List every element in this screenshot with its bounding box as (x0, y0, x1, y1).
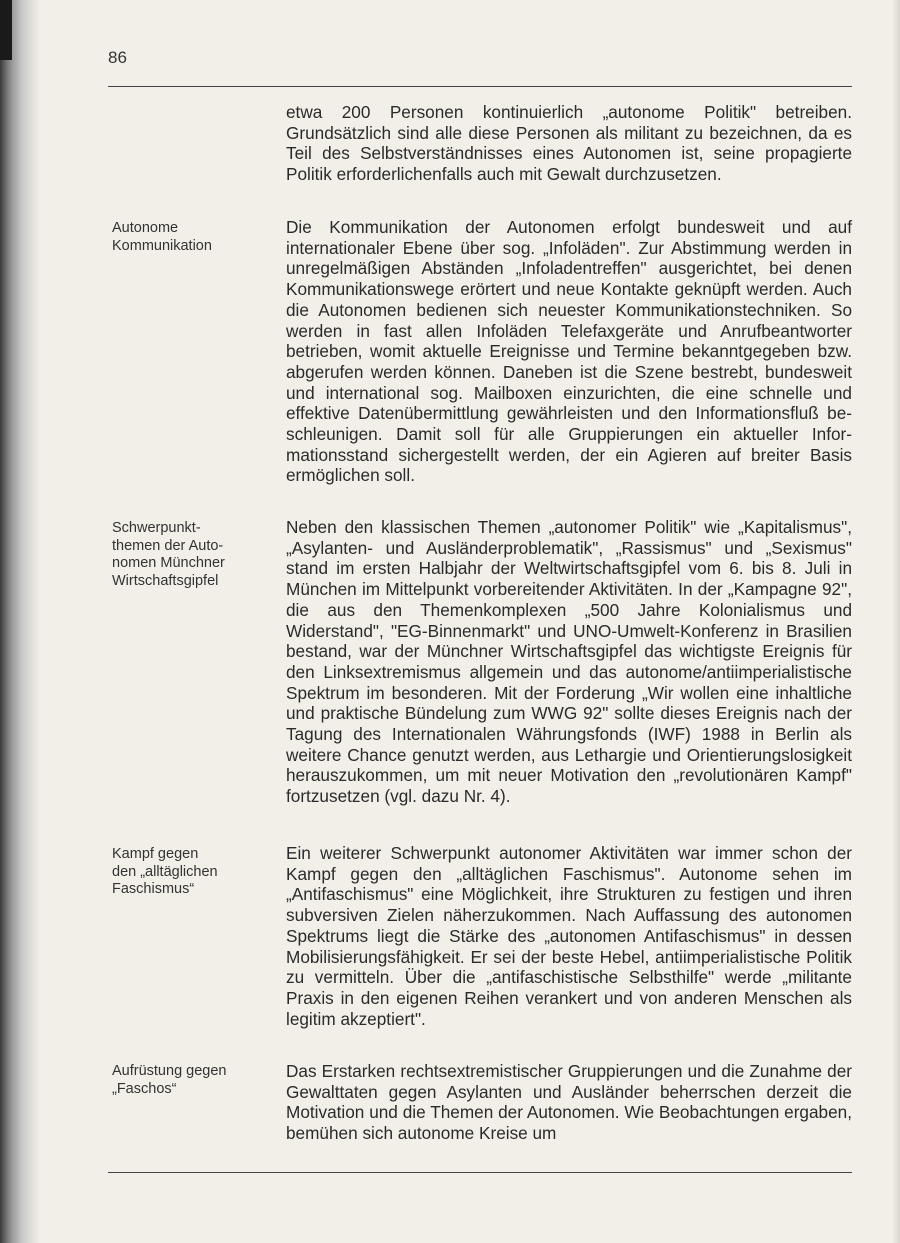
paragraph-3: Neben den klassischen Themen „autonomer Politik" wie „Kapitalismus", „Asylanten- und Ausländerproblematik", „Rassismus" und „Sexismus" stand im ersten Halbjahr der Weltwirtschaftsgipfel vom 6. bis 8. Juli in München im Mittelpunkt vorbereitender Aktivitäten. In der „Kampagne 92", die aus den Themenkomplexen „500 Jahre Kolonialismus und Widerstand", "EG-Binnenmarkt" und UNO-Umwelt-Konferenz in Brasilien bestand, war der Münchner Wirtschaftsgipfel das wichtigste Ereignis für den Linksextremismus allgemein und das autonome/antiimperialistische Spektrum im besonderen. Mit der Forderung „Wir wollen eine inhaltliche und praktische Bündelung zum WWG 92" sollte dieses Ereignis nach der Tagung des Internationalen Währungsfonds (IWF) 1988 in Berlin als weitere Chance genutzt werden, aus Lethargie und Orientierungslosigkeit herauszukommen, um mit neuer Motivation den „revolutionären Kampf" fortzusetzen (vgl. dazu Nr. 4). (286, 517, 852, 807)
margin-note-schwerpunktthemen: Schwerpunkt- themen der Auto- nomen Münchner Wirtschaftsgipfel (112, 520, 225, 589)
margin-note-autonome-kommunikation: Autonome Kommunikation (112, 220, 212, 254)
margin-note-kampf-gegen-faschismus: Kampf gegen den „alltäglichen Faschismus“ (112, 846, 218, 897)
page-number: 86 (108, 48, 127, 67)
margin-note-aufruestung: Aufrüstung gegen „Faschos“ (112, 1063, 227, 1097)
paragraph-1: etwa 200 Personen kontinuierlich „autonome Politik" betreiben. Grundsätzlich sind alle diese Personen als militant zu bezeichnen, da es Teil des Selbstverständnisses eines Autonomen ist, seine propagierte Politik erforderlichenfalls auch mit Gewalt durchzusetzen. (286, 102, 852, 185)
scan-right-edge (892, 0, 900, 1243)
scan-binding-edge (0, 0, 40, 1243)
paragraph-2: Die Kommunikation der Autonomen erfolgt bundesweit und auf internationaler Ebene über sog. „Infoläden". Zur Abstimmung werden in unregelmäßigen Abständen „Infoladentreffen" ausgerichtet, bei denen Kommunikationswege erörtert und neue Kontakte geknüpft werden. Auch die Autonomen bedienen sich neuester Kommunikationstechniken. So werden in fast allen Infoläden Telefaxgeräte und Anrufbeantworter betrieben, womit aktuelle Ereignisse und Termine bekanntgegeben bzw. abgerufen werden können. Daneben ist die Szene bestrebt, bundesweit und international sog. Mailboxen einzurichten, die eine schnelle und effektive Datenübermittlung gewährleisten und den Informationsfluß beschleunigen. Damit soll für alle Gruppierungen ein aktueller Informationsstand sichergestellt werden, der ein Agieren auf breiter Basis ermöglichen soll. (286, 217, 852, 486)
footer-rule (108, 1172, 852, 1173)
header-rule (108, 86, 852, 87)
scan-corner-shadow (0, 0, 12, 60)
paragraph-5: Das Erstarken rechtsextremistischer Gruppierungen und die Zunahme der Gewalttaten gegen Asylanten und Ausländer beherrschen derzeit die Motivation und die Themen der Autonomen. Wie Beobachtungen ergaben, bemühen sich autonome Kreise um (286, 1061, 852, 1144)
paragraph-4: Ein weiterer Schwerpunkt autonomer Aktivitäten war immer schon der Kampf gegen den „alltäglichen Faschismus". Autonome sehen im „Antifaschismus" eine Möglichkeit, ihre Strukturen zu festigen und ihren subversiven Zielen näherzukommen. Nach Auffassung des autonomen Spektrums liegt die Stärke des „autonomen Antifaschismus" in dessen Mobilisierungsfähigkeit. Er sei der beste Hebel, antiimperialistische Politik zu vermitteln. Über die „antifaschistische Selbsthilfe" werde „militante Praxis in den eigenen Reihen verankert und von anderen Menschen als legitim akzeptiert". (286, 843, 852, 1029)
